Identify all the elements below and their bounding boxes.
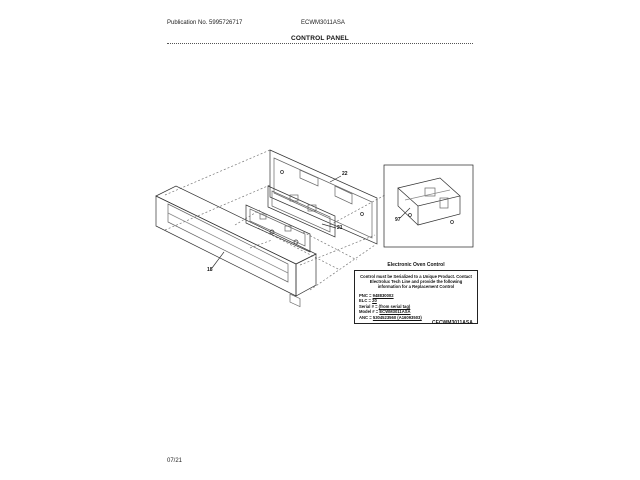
note-box — [354, 270, 478, 325]
callout-97: 97 — [395, 217, 401, 223]
note-value: (from serial tag) — [378, 303, 411, 309]
publication-number: Publication No. 5995726717 — [167, 20, 243, 26]
model-number: ECWM3011ASA — [301, 20, 345, 26]
note-value: 948830002 — [372, 292, 394, 298]
part-21-control-board — [268, 186, 335, 237]
control-module-bracket — [246, 205, 310, 252]
part-97-detail-component — [398, 178, 460, 225]
figure-code: CECWM3011ASA — [432, 320, 473, 326]
note-label: ELC = — [359, 298, 373, 304]
note-label: PNC = — [359, 292, 373, 298]
note-title: Electronic Oven Control — [387, 262, 445, 268]
note-value: 5304523560 (A16093503) — [372, 314, 422, 320]
note-label: ANC = — [359, 314, 373, 320]
callout-22: 22 — [342, 171, 348, 177]
note-value: ECWM3011ASA — [379, 309, 411, 315]
note-value: 20 — [372, 298, 377, 304]
note-description: Control must be Serialized to a Unique Product. Contact Electrolux Tech Line and provide the following information for a Replacement Control — [360, 273, 472, 290]
page-title: CONTROL PANEL — [291, 35, 349, 42]
page-footer-date: 07/21 — [167, 458, 183, 464]
electronic-oven-control-note — [354, 262, 478, 324]
part-18-console-front — [156, 186, 316, 296]
note-label: Model # = — [359, 309, 380, 315]
callout-21: 21 — [337, 225, 343, 231]
note-label: Serial # = — [359, 303, 379, 309]
callout-18: 18 — [207, 267, 213, 273]
